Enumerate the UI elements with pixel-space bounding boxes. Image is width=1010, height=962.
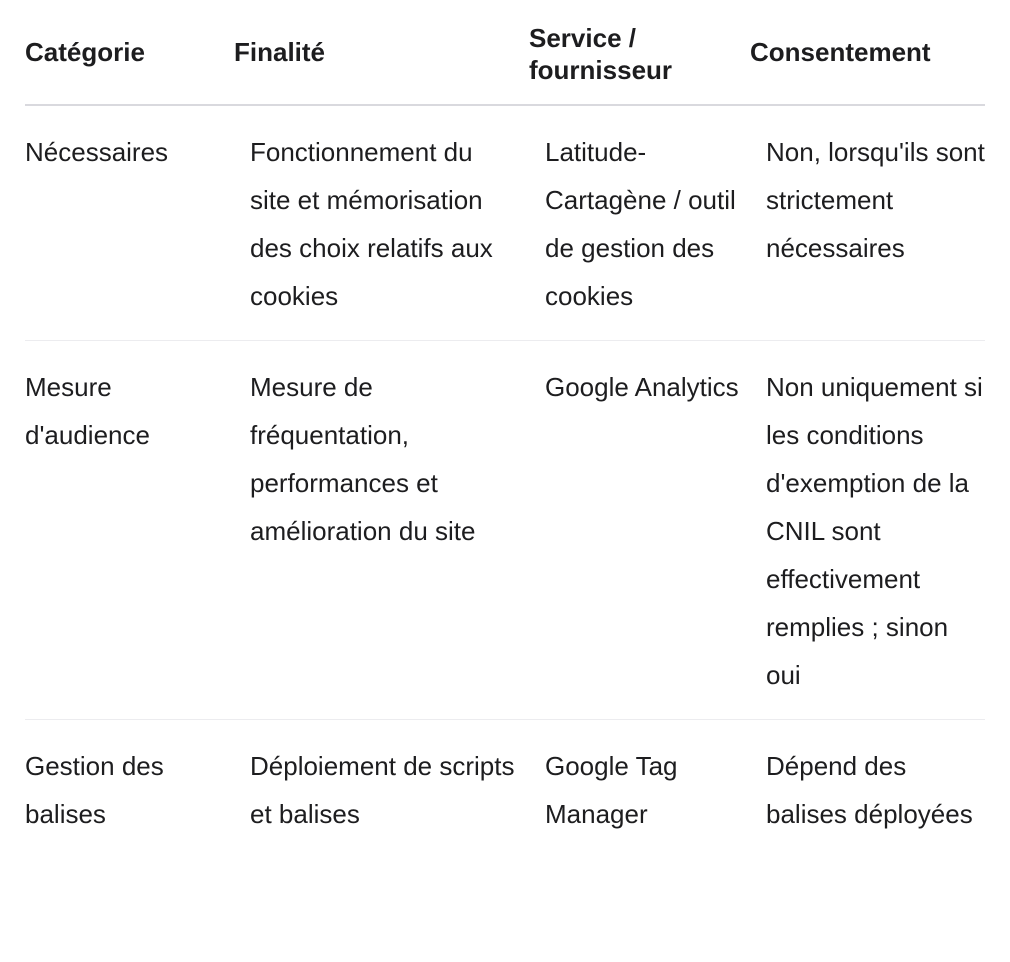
cell-purpose: Mesure de fréquentation, performances et amélioration du site — [234, 341, 529, 720]
cell-service: Latitude-Cartagène / outil de gestion des cookies — [529, 105, 750, 341]
header-consent: Consentement — [750, 0, 985, 105]
cell-purpose: Déploiement de scripts et balises — [250, 751, 515, 829]
cell-category: Gestion des balises — [25, 751, 164, 829]
cell-purpose: Fonctionnement du site et mémorisation des choix relatifs aux cookies — [234, 105, 529, 341]
header-category: Catégorie — [25, 0, 234, 105]
table-header — [25, 0, 985, 105]
header-row — [25, 0, 985, 105]
header-purpose: Finalité — [234, 0, 529, 105]
cell-consent: Dépend des balises déployées — [766, 751, 973, 829]
cell-service: Google Tag Manager — [545, 751, 678, 829]
cell-service: Google Analytics — [529, 341, 750, 720]
cell-category: Mesure d'audience — [25, 341, 234, 720]
table-row — [25, 720, 985, 859]
header-service: Service / fournisseur — [529, 0, 750, 105]
cell-category: Nécessaires — [25, 105, 234, 341]
table-row — [25, 105, 985, 341]
cookie-table-container — [25, 0, 985, 858]
cookie-table — [25, 0, 985, 858]
cell-consent: Non uniquement si les conditions d'exemption de la CNIL sont effectivement remplies ; sinon oui — [750, 341, 985, 720]
table-row — [25, 341, 985, 720]
table-body — [25, 105, 985, 858]
cell-consent: Non, lorsqu'ils sont strictement nécessaires — [750, 105, 985, 341]
